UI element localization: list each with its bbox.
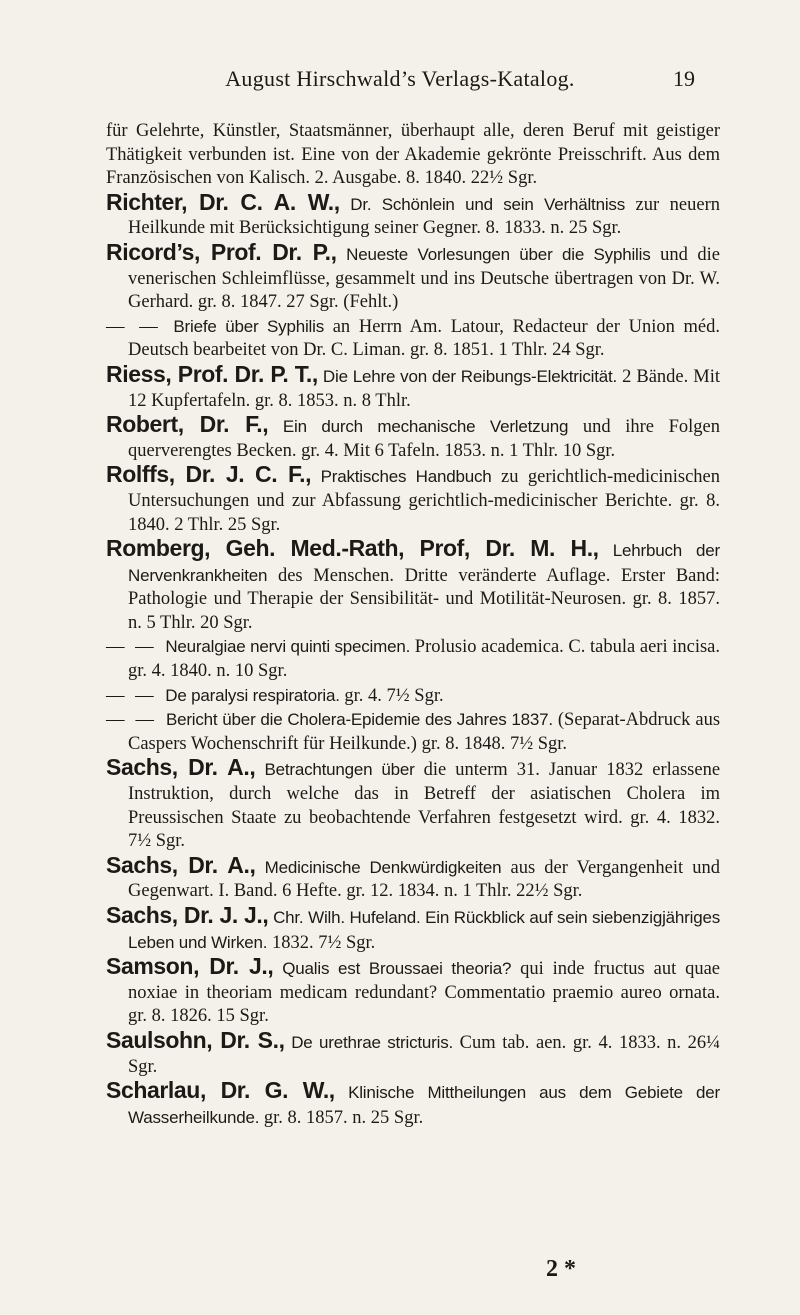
- entry-author: Saulsohn, Dr. S.,: [106, 1026, 285, 1053]
- catalog-entry: [106, 756, 720, 853]
- entry-text: an Herrn Am. Latour, Redacteur der Union méd. Deutsch bearbeitet von Dr. C. Liman. gr. 8. 1851. 1 Thlr. 24 Sgr.: [128, 316, 721, 361]
- catalog-entry: [106, 537, 720, 635]
- entry-text: qui inde fructus aut quae noxiae in theoriam medicam redundant? Commentatio praemio aureo ornata. gr. 8. 1826. 15 Sgr.: [128, 959, 721, 1027]
- entry-author: Richter, Dr. C. A. W.,: [106, 188, 340, 215]
- entry-text: zu gerichtlich-medicinischen Untersuchungen und zur Abfassung gerichtlich-medicinischer Berichte. gr. 8. 1840. 2 Thlr. 25 Sgr.: [128, 467, 721, 535]
- entry-text: gr. 8. 1857. n. 25 Sgr.: [263, 1107, 424, 1128]
- ditto-dash: — —: [106, 685, 157, 706]
- entry-title: Lehrbuch der Nervenkrankheiten: [128, 541, 720, 585]
- entry-text: des Menschen. Dritte veränderte Auflage. Erster Band: Pathologie und Therapie der Sensibilität- und Motilität-Neurosen. gr. 8. 1857. n. 5 Thlr. 20 Sgr.: [128, 565, 721, 633]
- entry-title: Neuralgiae nervi quinti specimen.: [165, 637, 411, 657]
- catalog-entry: [106, 955, 720, 1029]
- catalog-body: [106, 120, 720, 1130]
- entry-text: Cum tab. aen. gr. 4. 1833. n. 26¼ Sgr.: [128, 1032, 720, 1077]
- catalog-entry: [106, 904, 720, 955]
- catalog-entry: [106, 635, 720, 683]
- entry-title: Neueste Vorlesungen über die Syphilis: [346, 244, 651, 264]
- entry-title: Chr. Wilh. Hufeland. Ein Rückblick auf sein siebenzigjähriges Leben und Wirken.: [128, 908, 721, 952]
- entry-title: De paralysi respiratoria.: [165, 685, 340, 705]
- running-header: [0, 66, 800, 100]
- entry-title: Bericht über die Cholera-Epidemie des Jahres 1837.: [165, 710, 553, 730]
- entry-text: aus der Vergangenheit und Gegenwart. I. Band. 6 Hefte. gr. 12. 1834. n. 1 Thlr. 22½ Sgr.: [128, 857, 721, 902]
- entry-author: Sachs, Dr. J. J.,: [106, 902, 269, 928]
- entry-title: Medicinische Denkwürdigkeiten: [264, 857, 502, 877]
- catalog-entry: [106, 188, 720, 241]
- entry-title: Ein durch mechanische Verletzung: [282, 417, 569, 437]
- entry-text: und ihre Folgen querverengtes Becken. gr. 4. Mit 6 Tafeln. 1853. n. 1 Thlr. 10 Sgr.: [128, 417, 721, 461]
- entry-text: 2 Bände. Mit 12 Kupfertafeln. gr. 8. 1853. n. 8 Thlr.: [128, 366, 721, 411]
- ditto-dash: — —: [106, 316, 161, 337]
- entry-author: Romberg, Geh. Med.-Rath, Prof, Dr. M. H.,: [106, 535, 599, 562]
- catalog-entry: [106, 315, 720, 363]
- entry-title: Klinische Mittheilungen aus dem Gebiete der Wasserheilkunde.: [128, 1083, 721, 1127]
- catalog-entry: [106, 1079, 720, 1130]
- catalog-entry: [106, 120, 720, 191]
- ditto-dash: — —: [106, 637, 157, 658]
- entry-text: zur neuern Heilkunde mit Berücksichtigung seiner Gegner. 8. 1833. n. 25 Sgr.: [128, 194, 720, 239]
- entry-author: Riess, Prof. Dr. P. T.,: [106, 360, 318, 387]
- catalog-entry: [106, 238, 720, 315]
- entry-title: Praktisches Handbuch: [320, 467, 492, 487]
- signature-mark: 2 *: [546, 1256, 576, 1282]
- catalog-entry: [106, 1026, 720, 1079]
- entry-text: und die venerischen Schleimflüsse, gesammelt und ins Deutsche übertragen von Dr. W. Gerhard. gr. 8. 1847. 27 Sgr. (Fehlt.): [128, 244, 720, 313]
- entry-title: Dr. Schönlein und sein Verhältniss: [350, 194, 625, 214]
- ditto-dash: — —: [106, 710, 157, 731]
- entry-text: gr. 4. 7½ Sgr.: [344, 685, 444, 706]
- entry-text: für Gelehrte, Künstler, Staatsmänner, überhaupt alle, deren Beruf mit geistiger Thätigkeit verbunden ist. Eine von der Akademie gekrönte Preisschrift. Aus dem Französischen von Kalisch. 2. Ausgabe. 8. 1840. 22½ Sgr.: [106, 121, 720, 189]
- entry-author: Samson, Dr. J.,: [106, 953, 274, 980]
- entry-text: die unterm 31. Januar 1832 erlassene Instruktion, durch welche das in Betreff der asiatischen Cholera im Preussischen Staate zu beobachtende Verfahren festgesetzt wird. gr. 4. 1832. 7½ Sgr.: [128, 760, 721, 852]
- catalog-entry: [106, 360, 721, 413]
- entry-title: Qualis est Broussaei theoria?: [282, 959, 512, 979]
- entry-text: (Separat-Abdruck aus Caspers Wochenschrift für Heilkunde.) gr. 8. 1848. 7½ Sgr.: [128, 710, 721, 754]
- catalog-entry: [106, 463, 720, 537]
- catalog-entry: [106, 684, 720, 709]
- catalog-entry: [106, 708, 720, 756]
- entry-title: Die Lehre von der Reibungs-Elektricität.: [322, 366, 618, 386]
- entry-title: Betrachtungen über: [264, 760, 415, 780]
- entry-author: Robert, Dr. F.,: [106, 411, 269, 438]
- entry-text: 1832. 7½ Sgr.: [271, 932, 376, 953]
- entry-author: Scharlau, Dr. G. W.,: [106, 1077, 335, 1104]
- entry-author: Sachs, Dr. A.,: [106, 851, 256, 878]
- catalog-entry: [106, 413, 720, 463]
- entry-text: Prolusio academica. C. tabula aeri incisa. gr. 4. 1840. n. 10 Sgr.: [128, 637, 721, 682]
- entry-author: Rolffs, Dr. J. C. F.,: [106, 461, 312, 488]
- catalog-entry: [106, 851, 721, 904]
- entry-title: Briefe über Syphilis: [173, 316, 324, 336]
- entry-author: Ricord’s, Prof. Dr. P.,: [106, 238, 337, 265]
- header-title: August Hirschwald’s Verlags-Katalog.: [225, 66, 575, 91]
- entry-author: Sachs, Dr. A.,: [106, 754, 256, 781]
- page-number: 19: [673, 66, 695, 91]
- entry-title: De urethrae stricturis.: [291, 1032, 454, 1052]
